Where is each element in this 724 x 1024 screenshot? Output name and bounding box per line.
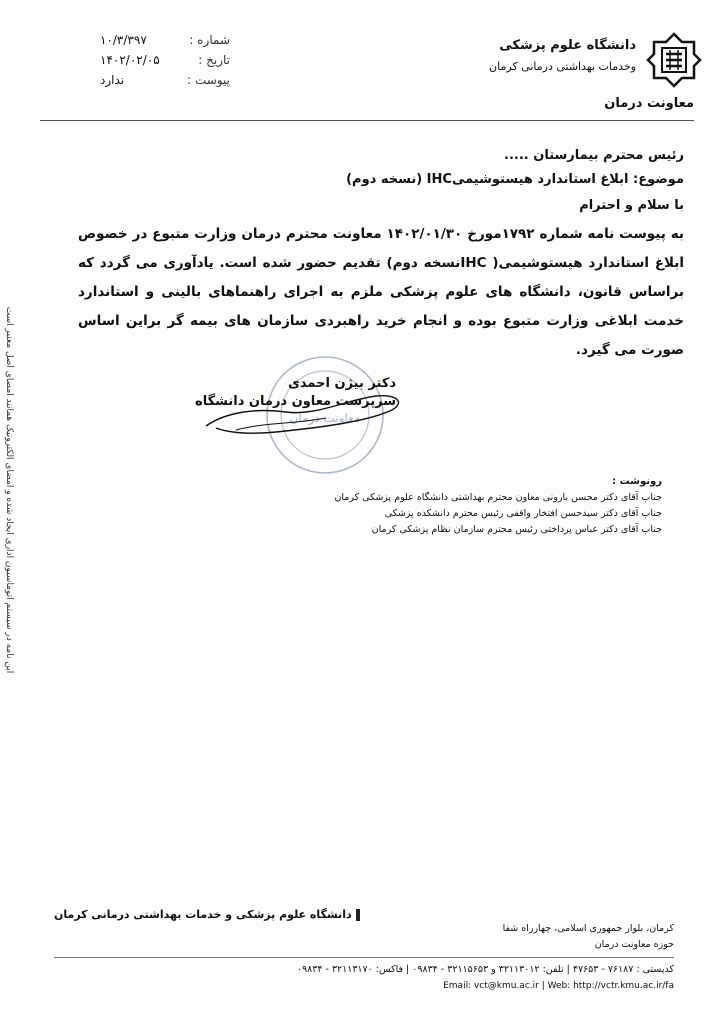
cc-item: جناب آقای دکتر محسن بارونی معاون محترم بهداشتی دانشگاه علوم پزشکی کرمان (334, 492, 662, 503)
footer-contacts: کدپستی : ۷۶۱۸۷ - ۴۷۶۵۳ | تلفن: ۳۲۱۱۳۰۱۲ و ۳۲۱۱۵۶۵۳ - ۰۹۸۳۴ | فاکس: ۳۲۱۱۳۱۷۰ - ۰۹۸۳۴ (296, 964, 674, 975)
meta-attachment-label: پیوست : (187, 73, 230, 87)
cc-title: رونوشت : (612, 476, 662, 487)
meta-date-label: تاریخ : (198, 53, 230, 67)
meta-number-value: ۱۰/۳/۳۹۷ (100, 33, 147, 47)
footer-unit: حوزه معاونت درمان (594, 939, 674, 950)
meta-number-label: شماره : (189, 33, 230, 47)
side-note (0, 300, 18, 680)
cc-item: جناب آقای دکتر سیدحسن افتخار واقفی رئیس محترم دانشکده پزشکی (384, 508, 662, 519)
meta-date-value: ۱۴۰۲/۰۲/۰۵ (100, 53, 160, 67)
handwritten-signature-icon (196, 382, 416, 442)
header-divider (40, 120, 694, 121)
letter-meta (100, 30, 230, 90)
footer-web-link[interactable]: Email: vct@kmu.ac.ir | Web: http://vctr.kmu.ac.ir/fa (443, 981, 674, 991)
footer-divider (54, 957, 674, 958)
stamp-text: معاونت درمان (289, 411, 361, 425)
meta-attachment (100, 70, 230, 90)
footer-title (54, 908, 674, 921)
letter-greeting: با سلام و احترام (579, 198, 684, 213)
letter-footer (54, 908, 674, 994)
letter-body: به پیوست نامه شماره ۱۷۹۲مورخ ۱۴۰۲/۰۱/۳۰ معاونت محترم درمان وزارت متبوع در خصوص ابلاغ استاندارد هیستوشیمی( IHCنسخه دوم) تقدیم حضور شده است. یادآوری می گردد که براساس قانون، دانشگاه های علوم پزشکی ملزم به اجرای راهنماهای بالینی و استاندارد خدمت ابلاغی وزارت متبوع بوده و انجام خرید راهبردی سازمان های بیمه گر براین اساس صورت می گیرد. (78, 226, 684, 358)
meta-number (100, 30, 230, 50)
footer-title-text: دانشگاه علوم پزشکی و خدمات بهداشتی درمانی کرمان (54, 908, 352, 921)
footer-bar-icon (356, 909, 360, 921)
cc-list (322, 490, 662, 538)
signer-title: سرپرست معاون درمان دانشگاه (195, 394, 396, 409)
cc-item: جناب آقای دکتر عباس پرداختی رئیس محترم سازمان نظام پزشکی کرمان (371, 524, 662, 535)
letter-recipient: رئیس محترم بیمارستان ..... (504, 148, 684, 163)
university-logo-icon (646, 32, 702, 88)
meta-attachment-value: ندارد (100, 73, 125, 87)
department-label: معاونت درمان (604, 96, 694, 111)
university-header (472, 30, 702, 90)
letter-subject: موضوع: ابلاغ استاندارد هیستوشیمیIHC (نسخه دوم) (346, 172, 684, 187)
university-name: دانشگاه علوم پزشکی (499, 38, 636, 53)
university-subtitle: وخدمات بهداشتی درمانی کرمان (489, 60, 636, 73)
meta-date (100, 50, 230, 70)
side-note-text: این نامه در سیستم اتوماسیون اداری ایجاد شده و امضای الکترونیک همانند امضای اصل معتبر است (4, 306, 14, 674)
signer-name: دکتر بیژن احمدی (287, 376, 396, 391)
footer-address: کرمان، بلوار جمهوری اسلامی، چهارراه شفا (502, 923, 674, 934)
